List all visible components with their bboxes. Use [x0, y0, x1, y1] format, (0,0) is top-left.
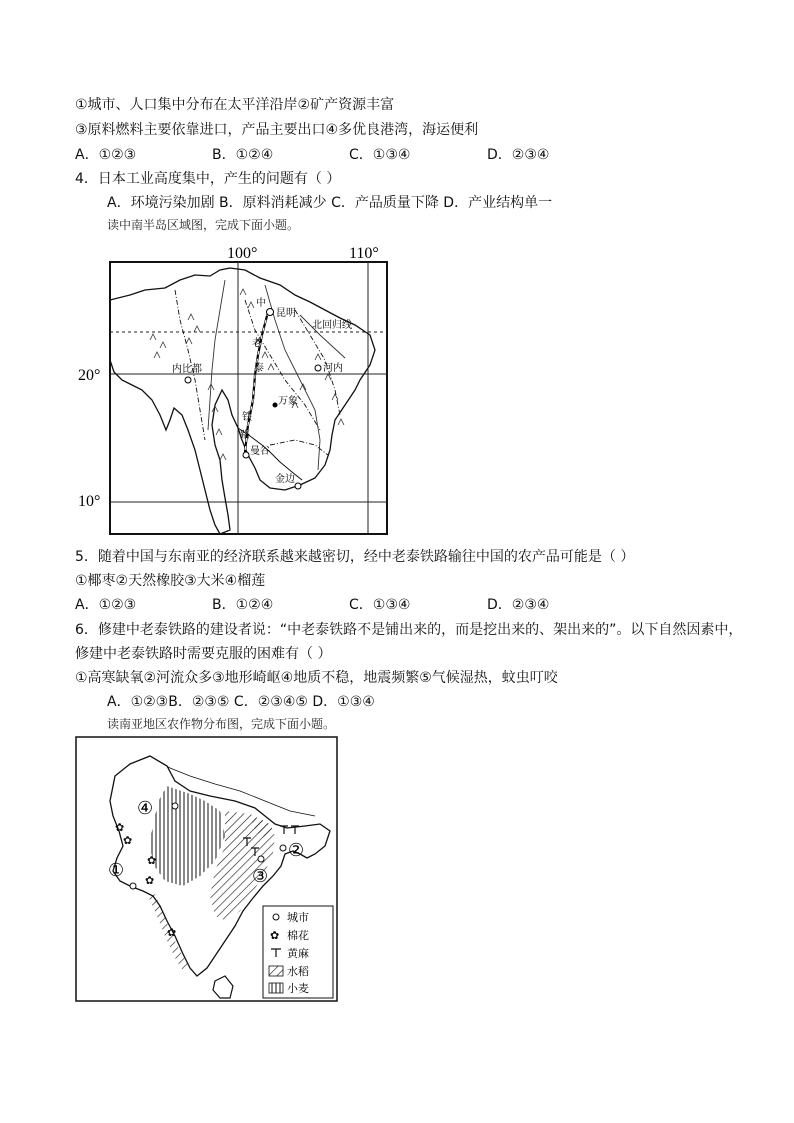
label-zhong: 中: [256, 298, 266, 309]
marker-1: ①: [108, 860, 125, 881]
label-lao: 老: [252, 338, 262, 349]
q3-option-d: D．②③④: [487, 147, 550, 163]
marker-4: ④: [137, 798, 154, 819]
q6-question-line1: 6．修建中老泰铁路的建设者说：“中老泰铁路不是铺出来的，而是挖出来的、架出来的”。以下自然因素中，: [75, 622, 743, 638]
q6-statement: ①高寒缺氧②河流众多③地形崎岖④地质不稳，地震频繁⑤气候湿热，蚊虫叮咬: [75, 670, 558, 686]
city-3: [258, 856, 264, 862]
q3-statement-1: ①城市、人口集中分布在太平洋沿岸②矿产资源丰富: [75, 97, 395, 113]
label-10: 10°: [78, 493, 101, 510]
svg-text:✿: ✿: [145, 874, 155, 887]
city-naypyidaw: [185, 377, 191, 383]
city-phnompenh: [295, 483, 301, 489]
label-tropic: 北回归线: [312, 320, 352, 331]
label-vientiane: 万象: [278, 396, 298, 407]
svg-text:✿: ✿: [167, 926, 177, 939]
city-2: [280, 845, 286, 851]
q6-question-line2: 修建中老泰铁路时需要克服的困难有（ ）: [75, 646, 332, 662]
q4-question: 4．日本工业高度集中，产生的问题有（ ）: [75, 171, 341, 187]
city-vientiane: [273, 403, 278, 408]
map1-frame: [110, 262, 387, 534]
q3-statement-2: ③原料燃料主要依靠进口，产品主要出口④多优良港湾，海运便利: [75, 122, 479, 138]
map2-caption: 读南亚地区农作物分布图，完成下面小题。: [107, 717, 336, 731]
label-tie: 铁: [242, 412, 252, 423]
legend-city: 城市: [287, 911, 309, 924]
legend-wheat: 小麦: [287, 982, 309, 995]
q5-question: 5．随着中国与东南亚的经济联系越来越密切，经中老泰铁路输往中国的农产品可能是（ ）: [75, 549, 635, 565]
label-lu: 路: [240, 430, 250, 441]
legend-cotton: 棉花: [287, 929, 309, 942]
label-100: 100°: [227, 245, 258, 262]
south-asia-map: [75, 736, 340, 1004]
svg-text:✿: ✿: [123, 834, 133, 847]
q3-option-a: A．①②③: [75, 147, 137, 163]
label-tai: 泰: [254, 363, 264, 374]
label-naypyidaw: 内比都: [172, 364, 202, 375]
label-kunming: 昆明: [276, 308, 296, 319]
label-bangkok: 曼谷: [250, 446, 270, 457]
q3-option-b: B．①②④: [212, 147, 274, 163]
q5-option-c: C．①③④: [349, 597, 411, 613]
city-kunming: [267, 309, 274, 316]
svg-text:✿: ✿: [115, 821, 125, 834]
q3-option-c: C．①③④: [349, 147, 411, 163]
marker-3: ③: [252, 866, 269, 887]
indochina-map: [70, 240, 400, 540]
label-20: 20°: [78, 367, 101, 384]
city-4: [172, 803, 178, 809]
q5-option-a: A．①②③: [75, 597, 137, 613]
label-110: 110°: [349, 245, 379, 262]
label-phnompenh: 金边: [275, 474, 295, 485]
city-bangkok: [243, 452, 249, 458]
q6-options: A．①②③B．②③⑤ C．②③④⑤ D．①③④: [107, 694, 375, 710]
q5-option-b: B．①②④: [212, 597, 274, 613]
marker-2: ②: [288, 840, 305, 861]
map1-caption: 读中南半岛区域图，完成下面小题。: [107, 218, 300, 232]
q5-statement: ①椰枣②天然橡胶③大米④榴莲: [75, 573, 266, 589]
city-hanoi: [315, 365, 321, 371]
q4-options: A．环境污染加剧 B．原料消耗减少 C．产品质量下降 D．产业结构单一: [107, 195, 553, 211]
legend-rice: 水稻: [287, 965, 309, 978]
q5-option-d: D．②③④: [487, 597, 550, 613]
city-1: [130, 883, 136, 889]
svg-text:✿: ✿: [270, 929, 280, 942]
label-hanoi: 河内: [323, 363, 343, 374]
legend-jute: 黄麻: [287, 947, 309, 960]
svg-text:✿: ✿: [147, 854, 157, 867]
